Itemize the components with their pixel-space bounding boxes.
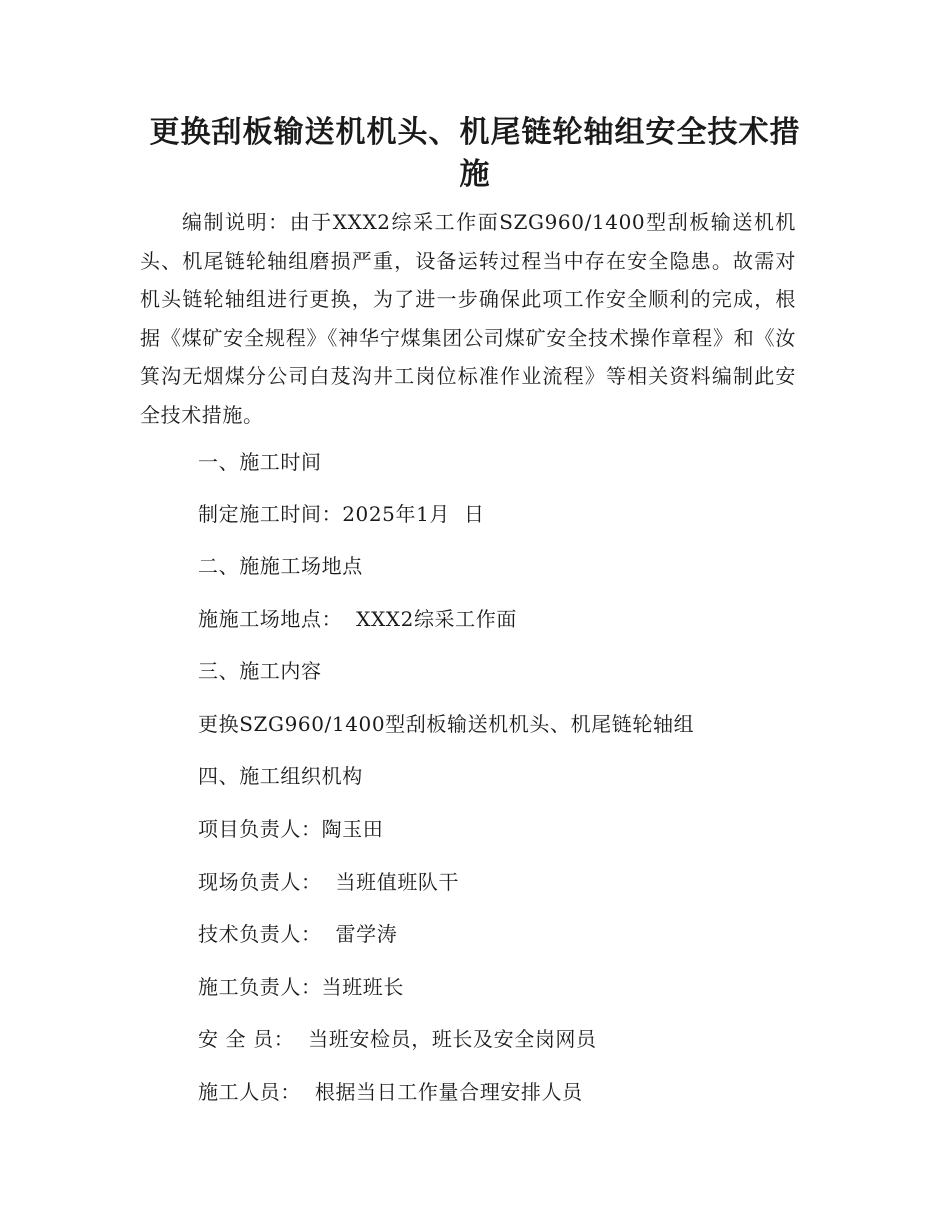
section4-heading: 四、施工组织机构 (198, 764, 363, 788)
safety-officer-line: 安 全 员： 当班安检员，班长及安全岗网员 (198, 1027, 597, 1051)
tech-lead-line: 技术负责人： 雷学涛 (198, 922, 398, 946)
site-lead-line: 现场负责人： 当班值班队干 (198, 870, 460, 894)
section1-heading: 一、施工时间 (198, 450, 322, 474)
workers-line: 施工人员： 根据当日工作量合理安排人员 (198, 1080, 583, 1104)
section3-heading: 三、施工内容 (198, 659, 322, 683)
construction-lead-line: 施工负责人：当班班长 (198, 975, 404, 999)
section2-heading: 二、施施工场地点 (198, 554, 363, 578)
section2-text: 施施工场地点： XXX2综采工作面 (198, 607, 517, 631)
document-title: 更换刮板输送机机头、机尾链轮轴组安全技术措施 (149, 115, 801, 192)
intro-paragraph: 编制说明：由于XXX2综采工作面SZG960/1400型刮板输送机机头、机尾链轮轴组磨损严重，设备运转过程当中存在安全隐患。故需对机头链轮轴组进行更换，为了进一步确保此项工作安全顺利的完成，根据《煤矿安全规程》《神华宁煤集团公司煤矿安全技术操作章程》和《汝箕沟无烟煤分公司白芨沟井工岗位标准作业流程》等相关资料编制此安全技术措施。 (140, 210, 796, 427)
section3-text: 更换SZG960/1400型刮板输送机机头、机尾链轮轴组 (198, 712, 695, 736)
section1-text: 制定施工时间：2025年1月 日 (198, 502, 485, 526)
project-lead-line: 项目负责人：陶玉田 (198, 817, 384, 841)
